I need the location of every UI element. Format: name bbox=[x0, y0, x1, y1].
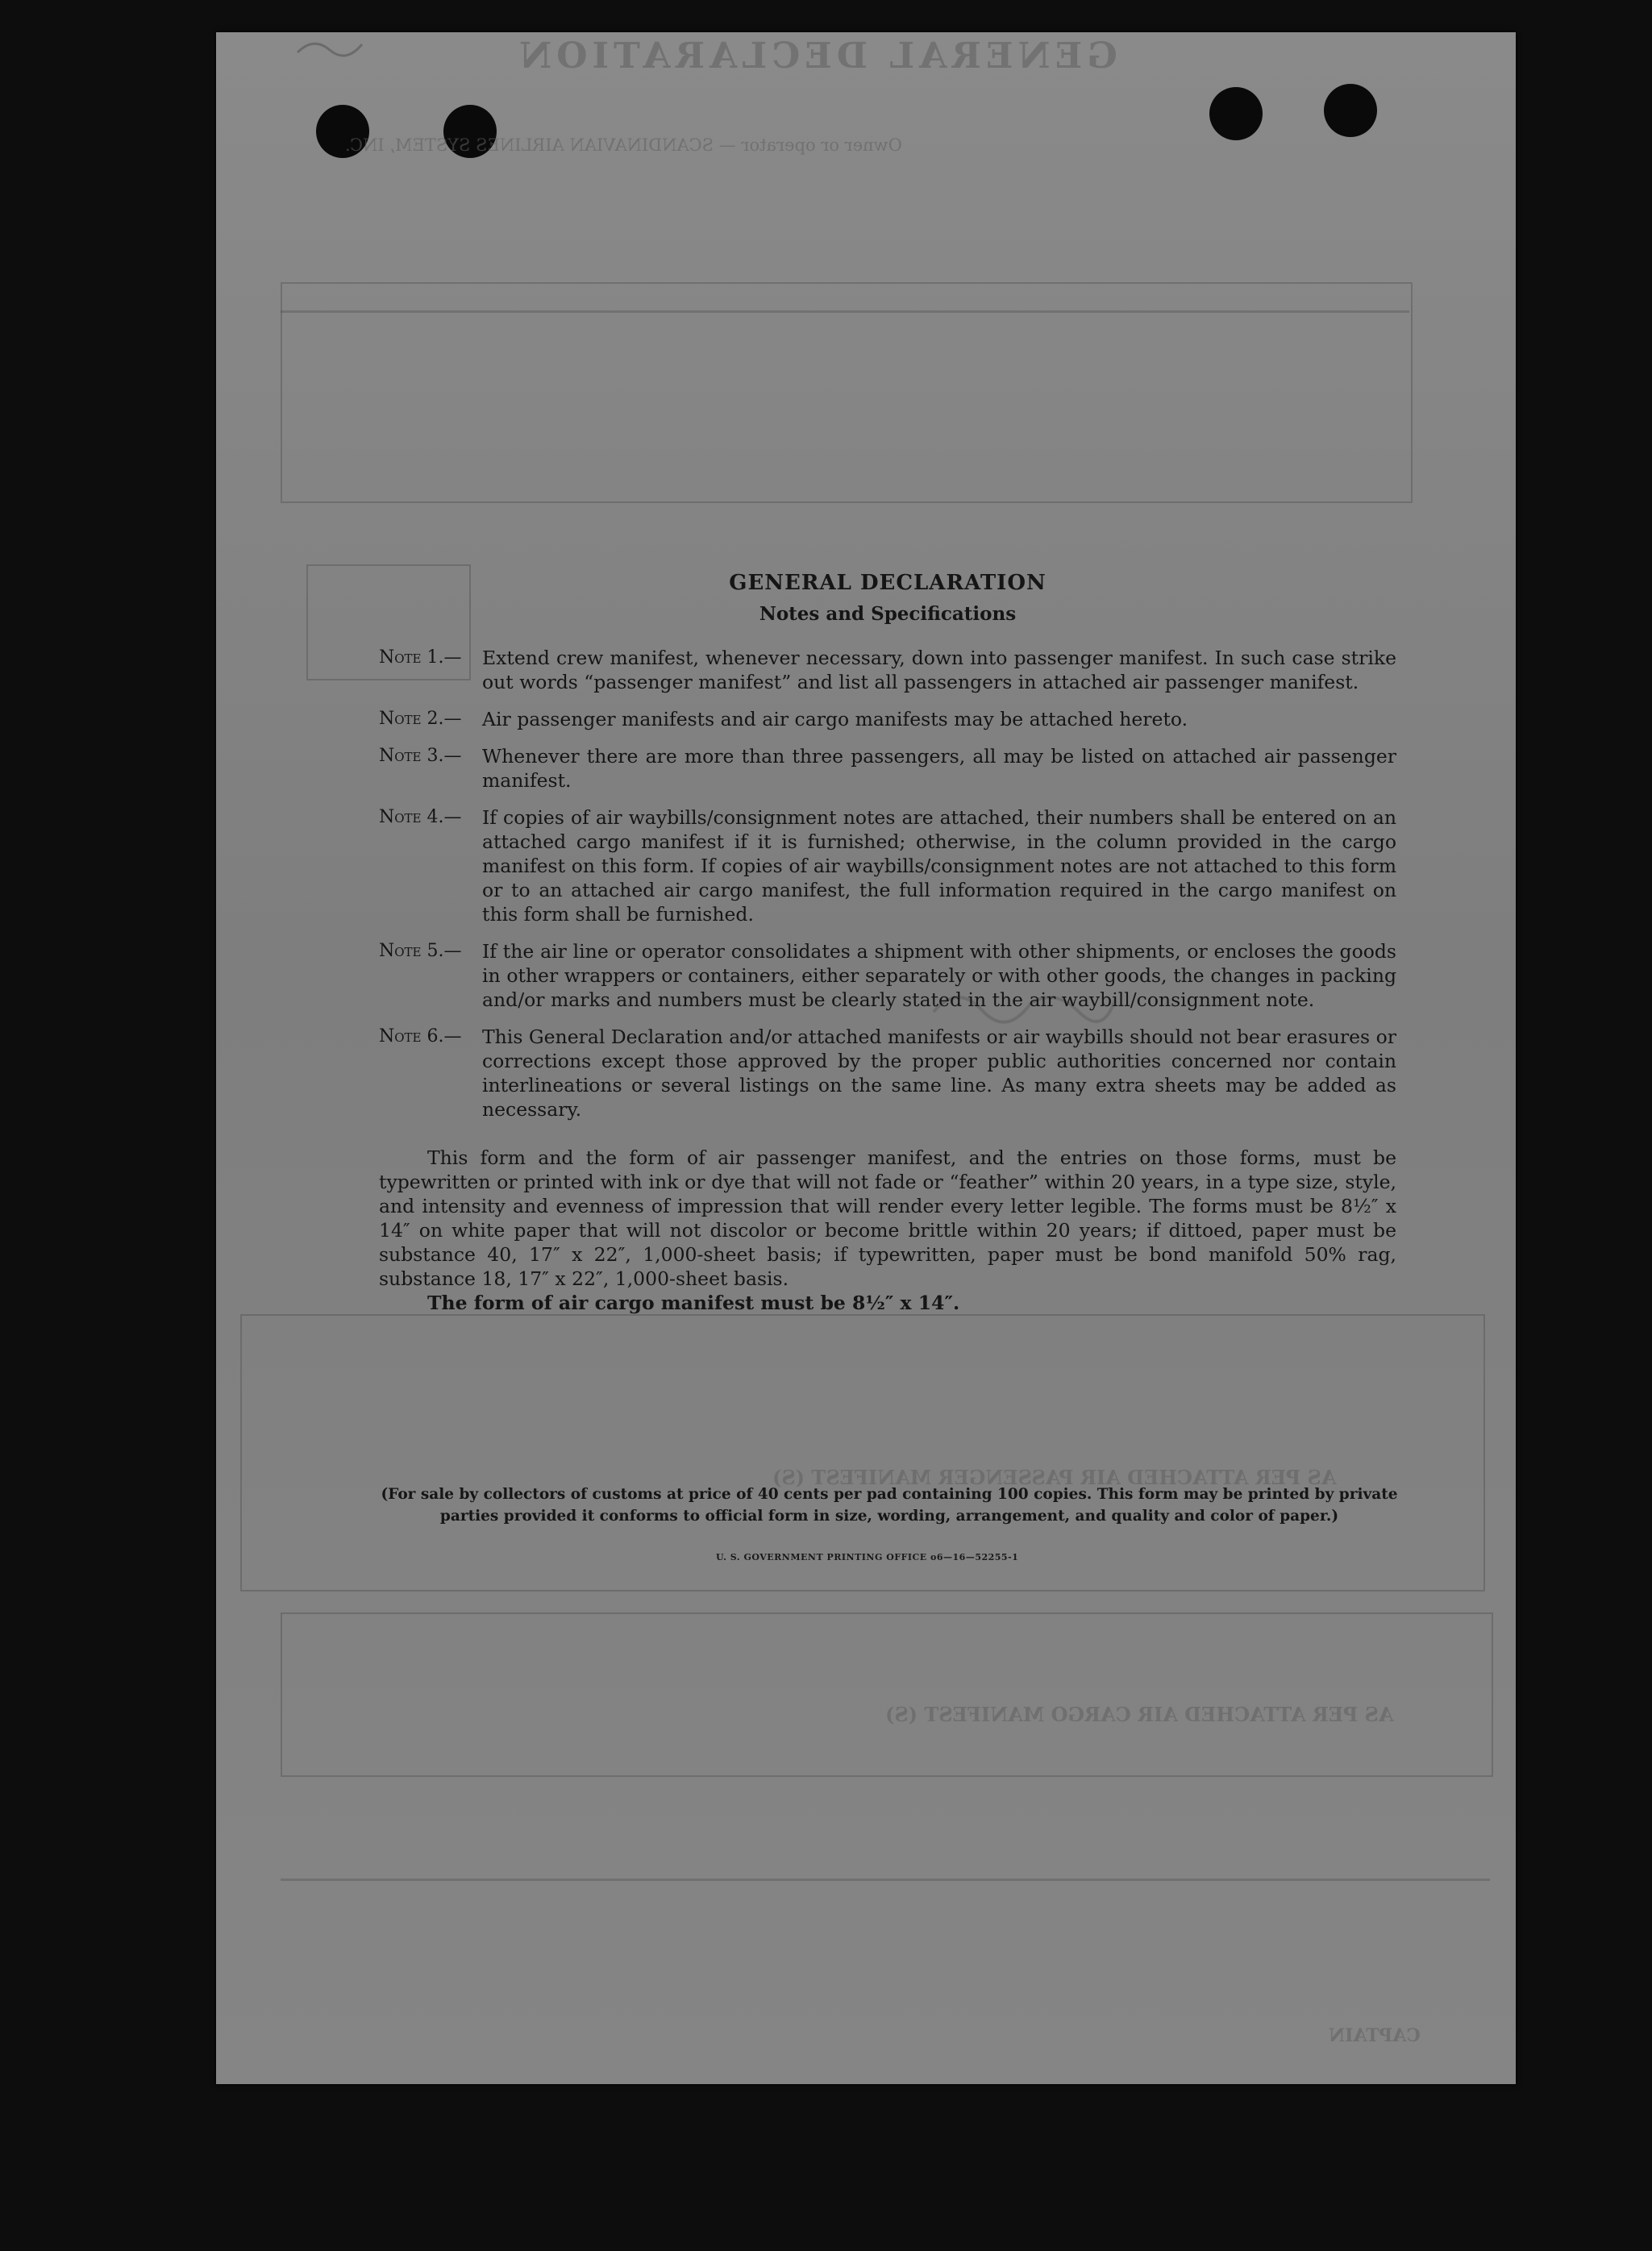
punch-hole-center-right bbox=[1209, 87, 1263, 140]
bleed-through-rule bbox=[281, 310, 1409, 313]
document-subtitle: Notes and Specifications bbox=[759, 603, 1017, 625]
note-text: If the air line or operator consolidates a shipment with other shipments, or encloses the goods in other wrappers or containers, either separately or with other goods, the changes in packing and/or marks and numbers must be clearly stated in the air waybill/consignment note. bbox=[482, 940, 1396, 1011]
bleed-through-captain: CAPTAIN bbox=[1329, 2025, 1421, 2046]
printer-line: U. S. GOVERNMENT PRINTING OFFICE o6—16—52255-1 bbox=[716, 1552, 1019, 1562]
note-text: This General Declaration and/or attached manifests or air waybills should not bear erasures or corrections except those approved by the proper public authorities concerned nor contain interlineations or several listings on the same line. As many extra sheets may be added as necessary. bbox=[482, 1026, 1396, 1121]
note-text: Extend crew manifest, whenever necessary, down into passenger manifest. In such case strike out words “passenger manifest” and list all passengers in attached air passenger manifest. bbox=[482, 647, 1396, 693]
note-label: Note 2.— bbox=[379, 709, 462, 729]
note-4 bbox=[379, 805, 1396, 926]
note-5 bbox=[379, 939, 1396, 1012]
note-label: Note 6.— bbox=[379, 1026, 462, 1046]
note-6 bbox=[379, 1025, 1396, 1121]
note-text: If copies of air waybills/consignment notes are attached, their numbers shall be entered on an attached cargo manifest if it is furnished; otherwise, in the column provided in the cargo manifest on this form. If copies of air waybills/consignment notes are not attached to this form or to an attached air cargo manifest, the full information required in the cargo manifest on this form shall be furnished. bbox=[482, 806, 1396, 926]
bleed-through-cargo-box bbox=[281, 1612, 1493, 1777]
bleed-through-operator: Owner or operator — SCANDINAVIAN AIRLINES SYSTEM, INC. bbox=[345, 135, 902, 155]
bleed-through-passenger-stamp: AS PER ATTACHED AIR PASSENGER MANIFEST (S) bbox=[772, 1466, 1337, 1489]
note-label: Note 3.— bbox=[379, 746, 462, 766]
cargo-form-size: The form of air cargo manifest must be 8½″ x 14″. bbox=[427, 1292, 960, 1314]
bleed-through-crew-box bbox=[240, 1314, 1485, 1592]
note-text: Air passenger manifests and air cargo manifests may be attached hereto. bbox=[482, 708, 1188, 730]
notes-section bbox=[379, 571, 1396, 1315]
document-sheet bbox=[216, 32, 1516, 2084]
sale-notice: (For sale by collectors of customs at price of 40 cents per pad containing 100 copies. This form may be printed by private parties provided it conforms to official form in size, wording, arrangement, and quality and color of paper.) bbox=[381, 1486, 1398, 1525]
bleed-through-declaration-rule bbox=[281, 1879, 1490, 1881]
note-3 bbox=[379, 744, 1396, 793]
note-label: Note 4.— bbox=[379, 807, 462, 827]
note-label: Note 5.— bbox=[379, 941, 462, 961]
note-label: Note 1.— bbox=[379, 647, 462, 668]
bleed-through-cargo-stamp: AS PER ATTACHED AIR CARGO MANIFEST (S) bbox=[885, 1703, 1394, 1726]
bleed-through-title: GENERAL DECLARATION bbox=[514, 35, 1117, 77]
specifications-paragraph: This form and the form of air passenger manifest, and the entries on those forms, must be typewritten or printed with ink or dye that will not fade or “feather” within 20 years, in a type size, style, and intensity and evenness of impression that will render every letter legible. The forms must be 8½″ x 14″ on white paper that will not discolor or become brittle within 20 years; if dittoed, paper must be substance 40, 17″ x 22″, 1,000-sheet basis; if typewritten, paper must be bond manifold 50% rag, substance 18, 17″ x 22″, 1,000-sheet basis. bbox=[379, 1146, 1396, 1290]
note-2 bbox=[379, 707, 1396, 731]
bleed-through-itinerary-box bbox=[281, 282, 1413, 503]
note-1 bbox=[379, 646, 1396, 694]
pencil-mark bbox=[293, 32, 366, 64]
note-text: Whenever there are more than three passengers, all may be listed on attached air passenger manifest. bbox=[482, 745, 1396, 792]
punch-hole-right bbox=[1324, 84, 1377, 137]
document-title: GENERAL DECLARATION bbox=[729, 571, 1047, 595]
